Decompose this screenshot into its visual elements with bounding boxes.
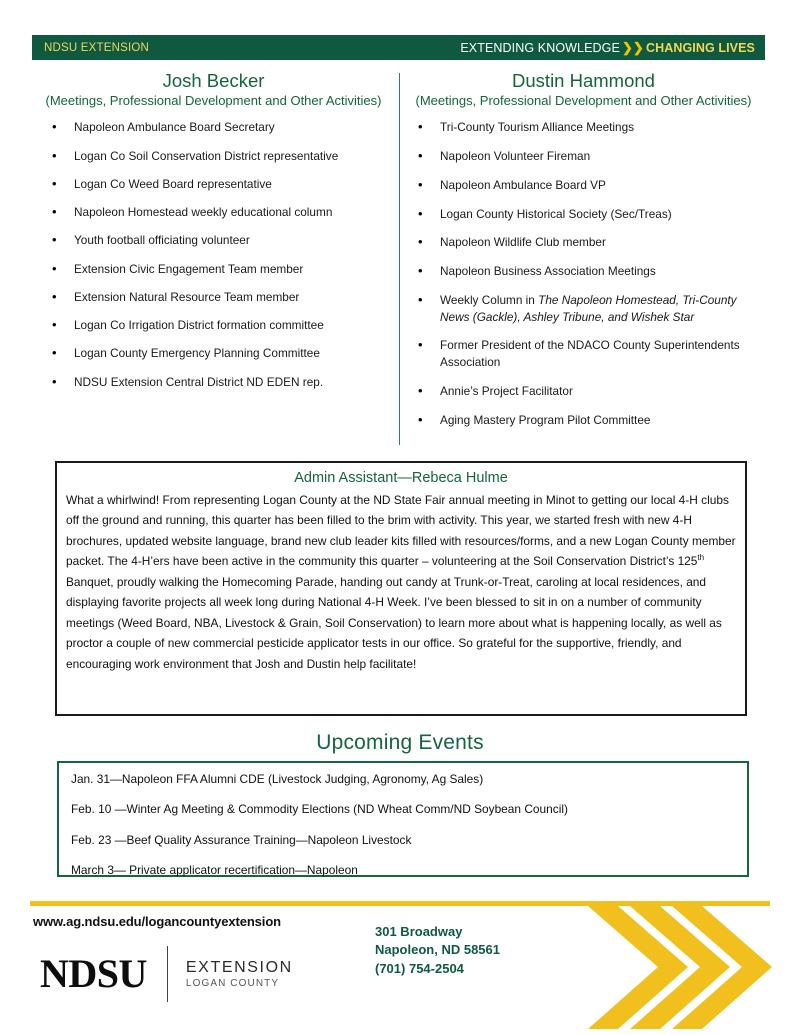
list-item: • Napoleon Volunteer Fireman — [402, 148, 765, 165]
event-item: Feb. 10 —Winter Ag Meeting & Commodity Elections (ND Wheat Comm/ND Soybean Council) — [71, 802, 568, 817]
list-item: • Logan Co Irrigation District formation committee — [32, 317, 395, 334]
column-divider — [399, 73, 400, 445]
extension-lockup — [186, 959, 293, 989]
footer-website-url[interactable]: www.ag.ndsu.edu/logancountyextension — [33, 914, 281, 929]
footer-address — [375, 923, 500, 978]
admin-assistant-title: Admin Assistant—Rebeca Hulme — [294, 470, 508, 486]
event-item: Feb. 23 —Beef Quality Assurance Training—Napoleon Livestock — [71, 832, 412, 847]
event-item: Jan. 31—Napoleon FFA Alumni CDE (Livestock Judging, Agronomy, Ag Sales) — [71, 772, 484, 786]
header-tagline-part2: CHANGING LIVES — [645, 40, 755, 55]
staff-column-josh-becker — [32, 70, 395, 402]
list-item: • NDSU Extension Central District ND EDEN rep. — [32, 374, 395, 391]
ndsu-extension-logo — [40, 946, 293, 1002]
person-subtitle: (Meetings, Professional Development and Other Activities) — [45, 93, 382, 109]
person-name: Dustin Hammond — [512, 70, 655, 91]
staff-activities-section — [32, 70, 765, 445]
upcoming-events-box — [57, 761, 749, 877]
list-item: • Extension Natural Resource Team member — [32, 289, 395, 306]
header-tagline — [460, 40, 755, 56]
upcoming-events-title: Upcoming Events — [316, 731, 484, 754]
county-label: LOGAN COUNTY — [185, 977, 280, 989]
double-chevron-icon: ❯❯ — [621, 39, 644, 55]
list-item: • Napoleon Ambulance Board Secretary — [32, 119, 395, 136]
logo-divider — [167, 946, 168, 1002]
admin-assistant-box — [55, 461, 747, 716]
list-item: • Logan Co Soil Conservation District representative — [32, 148, 395, 165]
admin-body-part2: Banquet, proudly walking the Homecoming Parade, handing out candy at Trunk-or-Treat, caroling at local residences, and displaying favorite projects all week long during National 4-H Week. I’ve been blessed to sit in on a number of community meetings (Weed Board, NBA, Livestock & Grain, Soil Conservation) to learn more about what is happening locally, as well as proctor a couple of new commercial pesticide applicator tests in our office. So grateful for the supportive, friendly, and encouraging work environment that Josh and Dustin help facilitate! — [66, 574, 722, 671]
list-item: • Youth football officiating volunteer — [32, 232, 395, 249]
admin-assistant-body — [66, 490, 736, 674]
address-phone: (701) 754-2504 — [375, 960, 464, 976]
event-item: March 3— Private applicator recertification—Napoleon — [71, 862, 358, 877]
person-name: Josh Becker — [162, 70, 265, 91]
activity-list — [402, 119, 765, 428]
brand-header-bar — [32, 35, 765, 60]
ndsu-wordmark: NDSU — [40, 951, 147, 996]
list-item-text-plain: Weekly Column in — [440, 292, 539, 307]
list-item: • Napoleon Wildlife Club member — [402, 234, 765, 251]
chevron-graphic — [588, 903, 800, 1035]
extension-label: EXTENSION — [185, 959, 293, 977]
address-street: 301 Broadway — [375, 924, 463, 939]
activity-list — [32, 119, 395, 390]
address-city-state-zip: Napoleon, ND 58561 — [375, 942, 500, 958]
header-brand-label: NDSU EXTENSION — [44, 41, 150, 54]
list-item: • Former President of the NDACO County Superintendents Association — [402, 337, 765, 371]
header-tagline-part1: EXTENDING KNOWLEDGE — [460, 40, 620, 55]
list-item: • Annie’s Project Facilitator — [402, 383, 765, 400]
staff-column-dustin-hammond — [402, 70, 765, 440]
list-item: • Extension Civic Engagement Team member — [32, 261, 395, 278]
list-item-text-italic: The Napoleon Homestead, Tri-County News (Gackle), Ashley Tribune, and Wishek Star — [440, 292, 737, 324]
list-item: • Logan Co Weed Board representative — [32, 176, 395, 193]
list-item: • Napoleon Ambulance Board VP — [402, 177, 765, 194]
list-item: • Aging Mastery Program Pilot Committee — [402, 412, 765, 429]
person-subtitle: (Meetings, Professional Development and Other Activities) — [415, 93, 752, 109]
list-item: • Logan County Historical Society (Sec/Treas) — [402, 206, 765, 223]
list-item: • Tri-County Tourism Alliance Meetings — [402, 119, 765, 136]
list-item — [402, 292, 765, 326]
admin-body-ordinal: th — [697, 553, 705, 563]
list-item: • Napoleon Business Association Meetings — [402, 263, 765, 280]
list-item: • Napoleon Homestead weekly educational column — [32, 204, 395, 221]
list-item: • Logan County Emergency Planning Committee — [32, 345, 395, 362]
admin-body-part1: What a whirlwind! From representing Logan County at the ND State Fair annual meeting in Minot to getting our local 4-H clubs off the ground and running, this quarter has been filled to the brim with activity. This year, we started fresh with new 4-H brochures, updated website language, brand new club leader kits filled with resources/forms, and a new Logan County member packet. The 4-H’ers have been active in the community this quarter – volunteering at the Soil Conservation District’s 125 — [66, 492, 736, 569]
